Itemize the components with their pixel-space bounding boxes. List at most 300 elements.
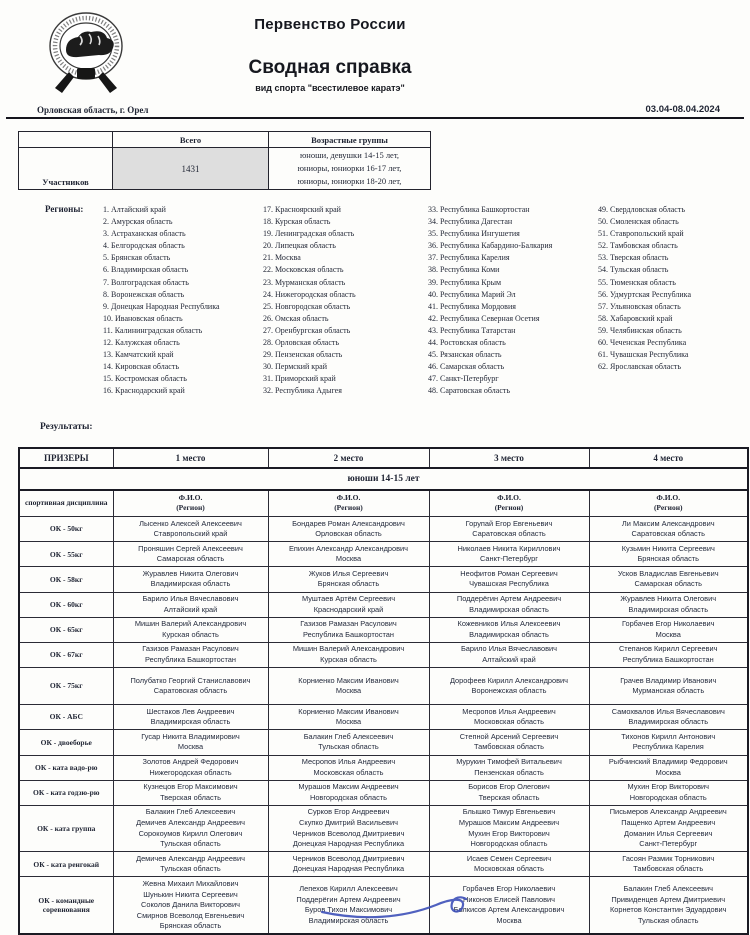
regions-label: Регионы: [45, 204, 103, 398]
region-item: 62. Ярославская область [598, 361, 748, 373]
results-label: Результаты: [40, 422, 750, 432]
region-item: 38. Республика Коми [428, 264, 598, 276]
athlete-region: Владимирская область [116, 579, 266, 590]
place-cell [429, 668, 589, 705]
region-item: 22. Московская область [263, 264, 428, 276]
region-item: 30. Пермский край [263, 361, 428, 373]
athlete-name: Грачев Владимир Иванович [592, 676, 746, 687]
total-header-cell: Всего [113, 132, 269, 148]
age-group-line: юноши, девушки 14-15 лет, [271, 149, 428, 162]
athlete-name: Мурашов Максим Андреевич [432, 818, 587, 829]
athlete-name: Кузьмин Никита Сергеевич [592, 544, 746, 555]
athlete-name: Золотов Андрей Федорович [116, 757, 266, 768]
athlete-region: Самарская область [592, 579, 746, 590]
athlete-name: Демичев Александр Андреевич [116, 818, 266, 829]
athlete-name: Черников Всеволод Дмитриевич [271, 829, 427, 840]
place-cell [429, 517, 589, 542]
sport-line: вид спорта "всестилевое каратэ" [0, 83, 660, 93]
region-item: 40. Республика Марий Эл [428, 289, 598, 301]
discipline-cell: ОК - 65кг [19, 617, 113, 642]
place-cell [429, 852, 589, 877]
athlete-name: Борисов Егор Олегович [432, 782, 587, 793]
regions-section [45, 204, 750, 398]
groups-header-cell: Возрастные группы [269, 132, 431, 148]
athlete-name: Сурков Егор Андреевич [271, 807, 427, 818]
document-header [0, 0, 750, 100]
athlete-region: Тульская область [116, 864, 266, 875]
region-item: 46. Самарская область [428, 361, 598, 373]
athlete-region: Москва [271, 717, 427, 728]
place-cell [268, 852, 429, 877]
athlete-name: Поддерёгин Артем Андреевич [432, 594, 587, 605]
athlete-name: Жуков Илья Сергеевич [271, 569, 427, 580]
place-cell [589, 642, 748, 667]
athlete-region: Новгородская область [271, 793, 427, 804]
athlete-region: Курская область [116, 630, 266, 641]
athlete-name: Соколов Данила Викторович [116, 900, 266, 911]
region-item: 58. Хабаровский край [598, 313, 748, 325]
results-row [19, 642, 748, 667]
regions-column-3 [428, 204, 598, 398]
athlete-region: Краснодарский край [271, 605, 427, 616]
place-cell [113, 730, 268, 755]
athlete-name: Епихин Александр Александрович [271, 544, 427, 555]
athlete-name: Корнетов Константин Эдуардович [592, 905, 746, 916]
athlete-name: Ли Максим Александрович [592, 519, 746, 530]
region-item: 44. Ростовская область [428, 337, 598, 349]
athlete-region: Алтайский край [116, 605, 266, 616]
region-item: 23. Мурманская область [263, 277, 428, 289]
results-header-row [19, 448, 748, 468]
discipline-cell: ОК - ката ренгокай [19, 852, 113, 877]
athlete-name: Горбачев Егор Николаевич [592, 619, 746, 630]
region-item: 41. Республика Мордовия [428, 301, 598, 313]
athlete-name: Корниенко Максим Иванович [271, 707, 427, 718]
region-item: 48. Саратовская область [428, 385, 598, 397]
region-item: 19. Ленинградская область [263, 228, 428, 240]
region-item: 51. Ставропольский край [598, 228, 748, 240]
athlete-region: Владимирская область [592, 717, 746, 728]
athlete-region: Тамбовская область [432, 742, 587, 753]
discipline-cell: ОК - АБС [19, 705, 113, 730]
pen-mark-annotation [318, 888, 498, 924]
region-item: 31. Приморский край [263, 373, 428, 385]
athlete-name: Журавлев Никита Олегович [592, 594, 746, 605]
athlete-region: Пензенская область [432, 768, 587, 779]
header-place-2: 2 место [268, 448, 429, 468]
athlete-name: Месропов Илья Андреевич [432, 707, 587, 718]
age-group-line: юниоры, юниорки 18-20 лет, [271, 175, 428, 188]
region-item: 52. Тамбовская область [598, 240, 748, 252]
place-cell [429, 542, 589, 567]
athlete-region: Тверская область [432, 793, 587, 804]
athlete-name: Муштаев Артём Сергеевич [271, 594, 427, 605]
results-row [19, 542, 748, 567]
athlete-region: Москва [116, 742, 266, 753]
athlete-name: Рыбчинский Владимир Федорович [592, 757, 746, 768]
place-cell [429, 730, 589, 755]
athlete-region: Саратовская область [592, 529, 746, 540]
location-date-row [6, 104, 744, 119]
athlete-name: Газизов Рамазан Расулович [116, 644, 266, 655]
place-cell [429, 642, 589, 667]
athlete-region: Владимирская область [592, 605, 746, 616]
results-row [19, 617, 748, 642]
region-item: 53. Тверская область [598, 252, 748, 264]
athlete-region: Москва [432, 916, 587, 927]
athlete-region: Ставропольский край [116, 529, 266, 540]
athlete-region: Самарская область [116, 554, 266, 565]
region-item: 57. Ульяновская область [598, 301, 748, 313]
discipline-cell: ОК - 58кг [19, 567, 113, 592]
place-cell [589, 852, 748, 877]
subheader-fio [429, 490, 589, 517]
region-item: 34. Республика Дагестан [428, 216, 598, 228]
athlete-name: Корниенко Максим Иванович [271, 676, 427, 687]
athlete-region: Курская область [271, 655, 427, 666]
athlete-region: Донецкая Народная Республика [271, 864, 427, 875]
athlete-name: Исаев Семен Сергеевич [432, 854, 587, 865]
athlete-region: Москва [271, 686, 427, 697]
fio-label: Ф.И.О. [269, 493, 429, 503]
athlete-name: Мурукин Тимофей Витальевич [432, 757, 587, 768]
results-row [19, 730, 748, 755]
place-cell [268, 617, 429, 642]
place-cell [268, 730, 429, 755]
region-item: 18. Курская область [263, 216, 428, 228]
athlete-name: Барило Илья Вячеславович [432, 644, 587, 655]
discipline-cell: ОК - ката группа [19, 805, 113, 851]
region-item: 14. Кировская область [103, 361, 263, 373]
athlete-name: Болкисов Артем Александрович [432, 905, 587, 916]
athlete-name: Мишин Валерий Александрович [271, 644, 427, 655]
regions-column-4 [598, 204, 748, 398]
place-cell [589, 780, 748, 805]
region-item: 54. Тульская область [598, 264, 748, 276]
athlete-region: Воронежская область [432, 686, 587, 697]
region-item: 32. Республика Адыгея [263, 385, 428, 397]
athlete-name: Балакин Глеб Алексеевич [592, 884, 746, 895]
place-cell [429, 592, 589, 617]
region-item: 1. Алтайский край [103, 204, 263, 216]
place-cell [429, 755, 589, 780]
results-row [19, 668, 748, 705]
athlete-name: Смирнов Всеволод Евгеньевич [116, 911, 266, 922]
results-table [18, 447, 749, 935]
results-row [19, 852, 748, 877]
region-item: 25. Новгородская область [263, 301, 428, 313]
region-item: 9. Донецкая Народная Республика [103, 301, 263, 313]
results-body [19, 517, 748, 935]
region-label: (Регион) [114, 503, 268, 513]
athlete-name: Лепехов Кирилл Алексеевич [271, 884, 427, 895]
athlete-name: Степной Арсений Сергеевич [432, 732, 587, 743]
athlete-name: Балакин Глеб Алексеевич [116, 807, 266, 818]
region-item: 35. Республика Ингушетия [428, 228, 598, 240]
region-item: 43. Республика Татарстан [428, 325, 598, 337]
region-item: 8. Воронежская область [103, 289, 263, 301]
discipline-cell: ОК - командные соревнования [19, 877, 113, 934]
region-item: 39. Республика Крым [428, 277, 598, 289]
place-cell [113, 705, 268, 730]
place-cell [113, 542, 268, 567]
region-item: 61. Чувашская Республика [598, 349, 748, 361]
place-cell [589, 567, 748, 592]
header-prizery: ПРИЗЕРЫ [19, 448, 113, 468]
place-cell [268, 755, 429, 780]
athlete-region: Москва [271, 554, 427, 565]
place-cell [268, 805, 429, 851]
region-item: 2. Амурская область [103, 216, 263, 228]
athlete-name: Журавлев Никита Олегович [116, 569, 266, 580]
participants-header-row [19, 132, 431, 148]
athlete-name: Мишин Валерий Александрович [116, 619, 266, 630]
athlete-region: Мурманская область [592, 686, 746, 697]
subheader-fio [268, 490, 429, 517]
place-cell [113, 592, 268, 617]
empty-header-cell [19, 132, 113, 148]
athlete-name: Жевна Михаил Михайлович [116, 879, 266, 890]
athlete-region: Республика Башкортостан [116, 655, 266, 666]
discipline-cell: ОК - 75кг [19, 668, 113, 705]
place-cell [268, 567, 429, 592]
athlete-name: Доманин Илья Сергеевич [592, 829, 746, 840]
age-group-line: юниоры, юниорки 16-17 лет, [271, 162, 428, 175]
place-cell [268, 592, 429, 617]
place-cell [113, 780, 268, 805]
athlete-name: Шунькин Никита Сергеевич [116, 890, 266, 901]
region-label: (Регион) [590, 503, 748, 513]
athlete-region: Санкт-Петербург [592, 839, 746, 850]
region-item: 7. Волгоградская область [103, 277, 263, 289]
athlete-region: Тульская область [271, 742, 427, 753]
fio-label: Ф.И.О. [114, 493, 268, 503]
athlete-region: Республика Карелия [592, 742, 746, 753]
region-item: 21. Москва [263, 252, 428, 264]
athlete-name: Мухин Егор Викторович [592, 782, 746, 793]
region-item: 45. Рязанская область [428, 349, 598, 361]
region-item: 20. Липецкая область [263, 240, 428, 252]
header-place-3: 3 место [429, 448, 589, 468]
regions-column-2 [263, 204, 428, 398]
place-cell [589, 730, 748, 755]
athlete-name: Кожевников Илья Алексеевич [432, 619, 587, 630]
page-title: Первенство России [0, 16, 660, 33]
region-item: 10. Ивановская область [103, 313, 263, 325]
athlete-name: Шестаков Лев Андреевич [116, 707, 266, 718]
age-groups-cell [269, 148, 431, 190]
athlete-region: Тверская область [116, 793, 266, 804]
results-row [19, 805, 748, 851]
discipline-cell: ОК - 60кг [19, 592, 113, 617]
region-item: 5. Брянская область [103, 252, 263, 264]
discipline-cell: ОК - ката годзю-рю [19, 780, 113, 805]
age-band-label: юноши 14-15 лет [19, 468, 748, 490]
athlete-region: Тамбовская область [592, 864, 746, 875]
athlete-region: Новгородская область [432, 839, 587, 850]
athlete-name: Балакин Глеб Алексеевич [271, 732, 427, 743]
region-item: 37. Республика Карелия [428, 252, 598, 264]
place-cell [268, 542, 429, 567]
athlete-name: Никонов Елисей Павлович [432, 895, 587, 906]
header-place-1: 1 место [113, 448, 268, 468]
region-item: 47. Санкт-Петербург [428, 373, 598, 385]
athlete-name: Буров Тихон Максимович [271, 905, 427, 916]
athlete-name: Гасоян Размик Торникович [592, 854, 746, 865]
place-cell [113, 877, 268, 934]
athlete-region: Владимирская область [271, 916, 427, 927]
results-subheader-row [19, 490, 748, 517]
athlete-name: Пащенко Артем Андреевич [592, 818, 746, 829]
fio-label: Ф.И.О. [430, 493, 589, 503]
place-cell [589, 617, 748, 642]
age-band-row [19, 468, 748, 490]
region-item: 56. Удмуртская Республика [598, 289, 748, 301]
athlete-name: Полубатко Георгий Станиславович [116, 676, 266, 687]
place-cell [589, 668, 748, 705]
athlete-name: Месропов Илья Андреевич [271, 757, 427, 768]
discipline-cell: ОК - 67кг [19, 642, 113, 667]
results-row [19, 567, 748, 592]
athlete-region: Чувашская Республика [432, 579, 587, 590]
region-item: 15. Костромская область [103, 373, 263, 385]
athlete-name: Блышко Тимур Евгеньевич [432, 807, 587, 818]
athlete-region: Брянская область [271, 579, 427, 590]
place-cell [589, 542, 748, 567]
place-cell [589, 877, 748, 934]
page-subtitle: Сводная справка [0, 57, 660, 79]
place-cell [113, 517, 268, 542]
athlete-name: Гусар Никита Владимирович [116, 732, 266, 743]
athlete-region: Саратовская область [432, 529, 587, 540]
athlete-name: Демичев Александр Андреевич [116, 854, 266, 865]
athlete-name: Поддерёгин Артем Андреевич [271, 895, 427, 906]
region-item: 27. Оренбургская область [263, 325, 428, 337]
athlete-region: Владимирская область [116, 717, 266, 728]
athlete-region: Московская область [271, 768, 427, 779]
athlete-name: Проняшин Сергей Алексеевич [116, 544, 266, 555]
athlete-region: Московская область [432, 717, 587, 728]
athlete-region: Москва [592, 630, 746, 641]
region-item: 55. Тюменская область [598, 277, 748, 289]
place-cell [113, 617, 268, 642]
subheader-discipline: спортивная дисциплина [19, 490, 113, 517]
athlete-name: Барило Илья Вячеславович [116, 594, 266, 605]
place-cell [429, 617, 589, 642]
region-item: 4. Белгородская область [103, 240, 263, 252]
region-item: 13. Камчатский край [103, 349, 263, 361]
athlete-region: Владимирская область [432, 630, 587, 641]
place-cell [113, 668, 268, 705]
athlete-name: Лысенко Алексей Алексеевич [116, 519, 266, 530]
title-block [0, 0, 660, 93]
place-cell [268, 668, 429, 705]
place-cell [113, 642, 268, 667]
results-row [19, 517, 748, 542]
athlete-name: Горбачев Егор Николаевич [432, 884, 587, 895]
participants-total: 1431 [113, 148, 269, 190]
region-item: 42. Республика Северная Осетия [428, 313, 598, 325]
place-cell [589, 755, 748, 780]
region-item: 28. Орловская область [263, 337, 428, 349]
region-item: 26. Омская область [263, 313, 428, 325]
place-cell [113, 567, 268, 592]
place-cell [113, 852, 268, 877]
participants-label: Участников [19, 148, 113, 190]
athlete-name: Мухин Егор Викторович [432, 829, 587, 840]
results-row [19, 705, 748, 730]
subheader-fio [113, 490, 268, 517]
region-label: (Регион) [269, 503, 429, 513]
fio-label: Ф.И.О. [590, 493, 748, 503]
dates-text: 03.04-08.04.2024 [646, 104, 720, 115]
athlete-region: Орловская область [271, 529, 427, 540]
athlete-name: Усков Владислав Евгеньевич [592, 569, 746, 580]
athlete-region: Саратовская область [116, 686, 266, 697]
region-item: 6. Владимирская область [103, 264, 263, 276]
athlete-region: Республика Башкортостан [271, 630, 427, 641]
place-cell [429, 780, 589, 805]
place-cell [268, 642, 429, 667]
region-item: 60. Чеченская Республика [598, 337, 748, 349]
place-cell [589, 805, 748, 851]
place-cell [429, 705, 589, 730]
place-cell [268, 705, 429, 730]
athlete-name: Письмеров Александр Андреевич [592, 807, 746, 818]
athlete-region: Санкт-Петербург [432, 554, 587, 565]
discipline-cell: ОК - ката вадо-рю [19, 755, 113, 780]
athlete-name: Николаев Никита Кириллович [432, 544, 587, 555]
place-cell [589, 592, 748, 617]
athlete-name: Степанов Кирилл Сергеевич [592, 644, 746, 655]
athlete-name: Бондарев Роман Александрович [271, 519, 427, 530]
athlete-region: Новгородская область [592, 793, 746, 804]
region-item: 12. Калужская область [103, 337, 263, 349]
participants-table [18, 131, 431, 190]
athlete-region: Республика Башкортостан [592, 655, 746, 666]
results-row [19, 755, 748, 780]
athlete-region: Донецкая Народная Республика [271, 839, 427, 850]
region-item: 3. Астраханская область [103, 228, 263, 240]
athlete-region: Брянская область [592, 554, 746, 565]
athlete-region: Москва [592, 768, 746, 779]
athlete-name: Черников Всеволод Дмитриевич [271, 854, 427, 865]
region-item: 29. Пензенская область [263, 349, 428, 361]
region-label: (Регион) [430, 503, 589, 513]
region-item: 16. Краснодарский край [103, 385, 263, 397]
region-item: 24. Нижегородская область [263, 289, 428, 301]
athlete-region: Владимирская область [432, 605, 587, 616]
athlete-name: Мурашов Максим Андреевич [271, 782, 427, 793]
region-item: 50. Смоленская область [598, 216, 748, 228]
athlete-name: Самохвалов Илья Вячеславович [592, 707, 746, 718]
discipline-cell: ОК - 50кг [19, 517, 113, 542]
athlete-region: Алтайский край [432, 655, 587, 666]
place-cell [429, 805, 589, 851]
location-text: Орловская область, г. Орел [37, 105, 148, 115]
athlete-name: Дорофеев Кирилл Александрович [432, 676, 587, 687]
place-cell [589, 705, 748, 730]
athlete-name: Кузнецов Егор Максимович [116, 782, 266, 793]
results-row [19, 592, 748, 617]
place-cell [268, 517, 429, 542]
athlete-name: Тихонов Кирилл Антонович [592, 732, 746, 743]
results-row [19, 780, 748, 805]
place-cell [429, 567, 589, 592]
region-item: 33. Республика Башкортостан [428, 204, 598, 216]
participants-data-row [19, 148, 431, 190]
place-cell [113, 805, 268, 851]
